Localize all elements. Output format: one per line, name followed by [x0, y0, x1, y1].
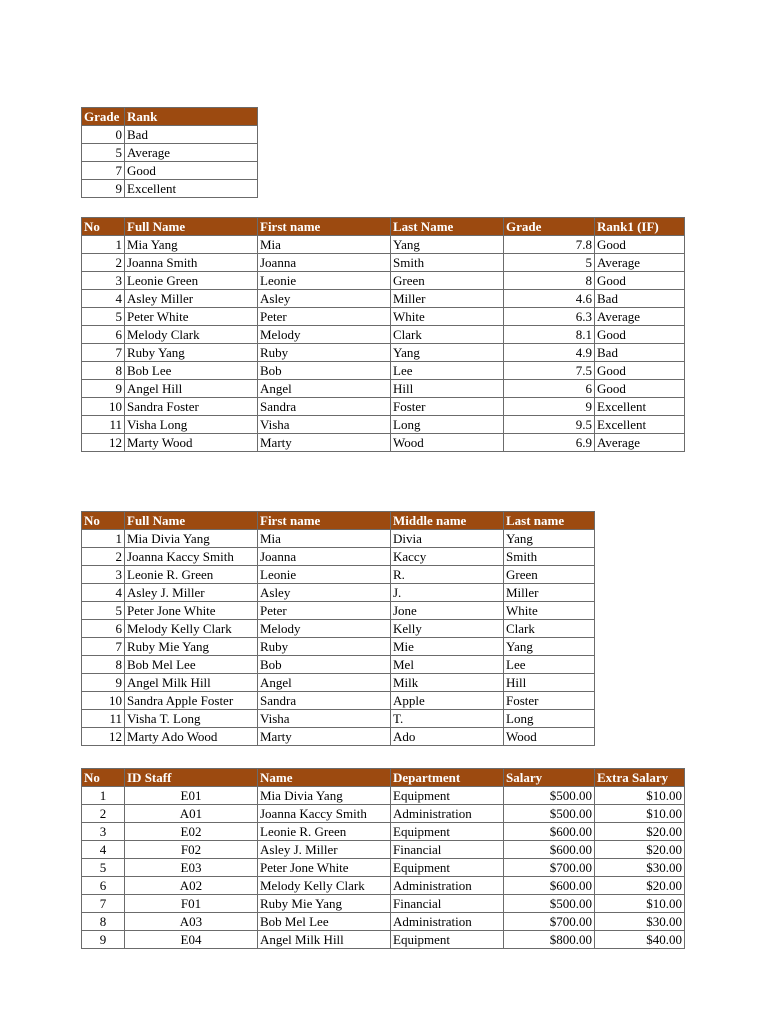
table-cell[interactable]: Good	[595, 380, 685, 398]
table-row	[82, 162, 258, 180]
table-cell[interactable]: $500.00	[504, 805, 595, 823]
table-row	[82, 805, 685, 823]
table-cell[interactable]: Clark	[504, 620, 595, 638]
table-cell[interactable]: 12	[82, 728, 125, 746]
table-cell[interactable]: J.	[391, 584, 504, 602]
table-cell[interactable]: White	[504, 602, 595, 620]
table-cell[interactable]: Ruby Mie Yang	[125, 638, 258, 656]
table-row	[82, 144, 258, 162]
table-cell[interactable]: $10.00	[595, 805, 685, 823]
table-cell[interactable]: Yang	[504, 530, 595, 548]
table-cell[interactable]: 9.5	[504, 416, 595, 434]
table-cell[interactable]: Sandra Apple Foster	[125, 692, 258, 710]
table-cell[interactable]: Joanna Kaccy Smith	[125, 548, 258, 566]
table-cell[interactable]: Sandra Foster	[125, 398, 258, 416]
table-cell[interactable]: 9	[82, 931, 125, 949]
table-row	[82, 530, 595, 548]
table-cell[interactable]: Average	[125, 144, 258, 162]
table-cell[interactable]: Melody Kelly Clark	[258, 877, 391, 895]
table-cell[interactable]: 7.5	[504, 362, 595, 380]
table-cell[interactable]: Wood	[504, 728, 595, 746]
table-cell[interactable]: F01	[125, 895, 258, 913]
table-cell[interactable]: 5	[82, 308, 125, 326]
table-cell[interactable]: 8	[82, 913, 125, 931]
table-cell[interactable]: 3	[82, 566, 125, 584]
table-cell[interactable]: Ado	[391, 728, 504, 746]
table-cell[interactable]: Average	[595, 254, 685, 272]
table-cell[interactable]: 4	[82, 841, 125, 859]
table-cell[interactable]: Administration	[391, 913, 504, 931]
table-row	[82, 674, 595, 692]
table-cell[interactable]: E02	[125, 823, 258, 841]
table-cell[interactable]: $600.00	[504, 823, 595, 841]
table-cell[interactable]: E03	[125, 859, 258, 877]
table-cell[interactable]: Melody	[258, 326, 391, 344]
column-header: First name	[258, 512, 391, 530]
table-cell[interactable]: Mia Divia Yang	[258, 787, 391, 805]
table-cell[interactable]: 1	[82, 530, 125, 548]
table-cell[interactable]: Ruby	[258, 344, 391, 362]
header-row	[82, 218, 685, 236]
names-table	[81, 511, 595, 746]
table-cell[interactable]: Peter	[258, 602, 391, 620]
table-cell[interactable]: Marty	[258, 728, 391, 746]
table-cell[interactable]: Sandra	[258, 692, 391, 710]
table-cell[interactable]: 2	[82, 548, 125, 566]
table-cell[interactable]: 8.1	[504, 326, 595, 344]
table-row	[82, 584, 595, 602]
table-cell[interactable]: A03	[125, 913, 258, 931]
table-row	[82, 362, 685, 380]
table-cell[interactable]: Jone	[391, 602, 504, 620]
table-row	[82, 823, 685, 841]
table-cell[interactable]: Administration	[391, 877, 504, 895]
table-row	[82, 548, 595, 566]
table-cell[interactable]: Foster	[504, 692, 595, 710]
table-row	[82, 710, 595, 728]
column-header: Rank1 (IF)	[595, 218, 685, 236]
table-cell[interactable]: Asley	[258, 290, 391, 308]
table-cell[interactable]: Marty Ado Wood	[125, 728, 258, 746]
table-row	[82, 859, 685, 877]
table-row	[82, 895, 685, 913]
table-cell[interactable]: Angel Milk Hill	[125, 674, 258, 692]
table-cell[interactable]: 9	[82, 674, 125, 692]
table-row	[82, 638, 595, 656]
table-cell[interactable]: Milk	[391, 674, 504, 692]
table-cell[interactable]: Ruby Mie Yang	[258, 895, 391, 913]
table-cell[interactable]: $30.00	[595, 859, 685, 877]
table-cell[interactable]: Peter Jone White	[125, 602, 258, 620]
table-cell[interactable]: $600.00	[504, 877, 595, 895]
table-cell[interactable]: $500.00	[504, 895, 595, 913]
table-cell[interactable]: Ruby	[258, 638, 391, 656]
table-cell[interactable]: Mia Divia Yang	[125, 530, 258, 548]
table-row	[82, 841, 685, 859]
table-cell[interactable]: $10.00	[595, 895, 685, 913]
grades-table	[81, 217, 685, 452]
table-row	[82, 877, 685, 895]
table-cell[interactable]: Excellent	[125, 180, 258, 198]
table-cell[interactable]: Foster	[391, 398, 504, 416]
table-cell[interactable]: Yang	[504, 638, 595, 656]
table-cell[interactable]: Melody Clark	[125, 326, 258, 344]
table-cell[interactable]: 2	[82, 254, 125, 272]
header-row	[82, 108, 258, 126]
table-cell[interactable]: Clark	[391, 326, 504, 344]
table-cell[interactable]: 6	[82, 877, 125, 895]
table-row	[82, 692, 595, 710]
table-cell[interactable]: 5	[82, 144, 125, 162]
table-cell[interactable]: $20.00	[595, 841, 685, 859]
table-cell[interactable]: Green	[504, 566, 595, 584]
table-cell[interactable]: $10.00	[595, 787, 685, 805]
column-header: No	[82, 769, 125, 787]
table-row	[82, 290, 685, 308]
table-cell[interactable]: Ruby Yang	[125, 344, 258, 362]
table-cell[interactable]: $700.00	[504, 913, 595, 931]
table-cell[interactable]: Asley Miller	[125, 290, 258, 308]
table-cell[interactable]: Financial	[391, 895, 504, 913]
table-cell[interactable]: E01	[125, 787, 258, 805]
table-cell[interactable]: Mia	[258, 530, 391, 548]
table-cell[interactable]: Marty Wood	[125, 434, 258, 452]
table-cell[interactable]: 1	[82, 236, 125, 254]
table-cell[interactable]: Bob	[258, 656, 391, 674]
table-cell[interactable]: Yang	[391, 344, 504, 362]
table-cell[interactable]: 8	[82, 362, 125, 380]
table-cell[interactable]: Long	[391, 416, 504, 434]
table-cell[interactable]: Equipment	[391, 823, 504, 841]
table-cell[interactable]: Lee	[504, 656, 595, 674]
table-row	[82, 620, 595, 638]
table-cell[interactable]: A01	[125, 805, 258, 823]
table-cell[interactable]: 5	[82, 859, 125, 877]
table-cell[interactable]: 4.6	[504, 290, 595, 308]
table-cell[interactable]: 6	[82, 326, 125, 344]
table-cell[interactable]: Apple	[391, 692, 504, 710]
table-cell[interactable]: Yang	[391, 236, 504, 254]
table-cell[interactable]: 7	[82, 344, 125, 362]
table-cell[interactable]: 5	[82, 602, 125, 620]
column-header: Extra Salary	[595, 769, 685, 787]
table-cell[interactable]: Leonie R. Green	[258, 823, 391, 841]
table-row	[82, 656, 595, 674]
table-cell[interactable]: Excellent	[595, 398, 685, 416]
table-row	[82, 398, 685, 416]
table-cell[interactable]: 7	[82, 638, 125, 656]
table-cell[interactable]: T.	[391, 710, 504, 728]
table-cell[interactable]: Kaccy	[391, 548, 504, 566]
table-cell[interactable]: 4	[82, 290, 125, 308]
table-cell[interactable]: Asley	[258, 584, 391, 602]
table-cell[interactable]: $500.00	[504, 787, 595, 805]
column-header: ID Staff	[125, 769, 258, 787]
table-cell[interactable]: R.	[391, 566, 504, 584]
header-row	[82, 769, 685, 787]
table-cell[interactable]: $40.00	[595, 931, 685, 949]
column-header: Grade	[504, 218, 595, 236]
table-cell[interactable]: 2	[82, 805, 125, 823]
table-cell[interactable]: 8	[504, 272, 595, 290]
table-cell[interactable]: Good	[595, 272, 685, 290]
header-row	[82, 512, 595, 530]
table-cell[interactable]: Smith	[504, 548, 595, 566]
column-header: Last name	[504, 512, 595, 530]
table-cell[interactable]: Bob Mel Lee	[258, 913, 391, 931]
table-cell[interactable]: Administration	[391, 805, 504, 823]
column-header: Department	[391, 769, 504, 787]
table-cell[interactable]: 7	[82, 895, 125, 913]
table-cell[interactable]: Visha	[258, 710, 391, 728]
table-cell[interactable]: Asley J. Miller	[258, 841, 391, 859]
table-cell[interactable]: Angel	[258, 380, 391, 398]
column-header: Name	[258, 769, 391, 787]
table-cell[interactable]: 7.8	[504, 236, 595, 254]
table-row	[82, 434, 685, 452]
table-cell[interactable]: 12	[82, 434, 125, 452]
table-cell[interactable]: Peter Jone White	[258, 859, 391, 877]
column-header: Full Name	[125, 512, 258, 530]
table-cell[interactable]: Average	[595, 308, 685, 326]
table-cell[interactable]: $30.00	[595, 913, 685, 931]
column-header: Salary	[504, 769, 595, 787]
table-cell[interactable]: Hill	[504, 674, 595, 692]
table-cell[interactable]: Joanna	[258, 254, 391, 272]
column-header: No	[82, 218, 125, 236]
table-cell[interactable]: 8	[82, 656, 125, 674]
table-cell[interactable]: Smith	[391, 254, 504, 272]
table-row	[82, 272, 685, 290]
table-cell[interactable]: Equipment	[391, 859, 504, 877]
table-cell[interactable]: 11	[82, 416, 125, 434]
table-cell[interactable]: Angel	[258, 674, 391, 692]
table-row	[82, 254, 685, 272]
table-cell[interactable]: Average	[595, 434, 685, 452]
table-cell[interactable]: 0	[82, 126, 125, 144]
table-cell[interactable]: Bob Mel Lee	[125, 656, 258, 674]
table-cell[interactable]: Angel Milk Hill	[258, 931, 391, 949]
table-cell[interactable]: $20.00	[595, 877, 685, 895]
table-cell[interactable]: F02	[125, 841, 258, 859]
table-row	[82, 380, 685, 398]
table-cell[interactable]: Sandra	[258, 398, 391, 416]
table-cell[interactable]: Leonie	[258, 272, 391, 290]
table-row	[82, 787, 685, 805]
table-cell[interactable]: 4.9	[504, 344, 595, 362]
table-row	[82, 416, 685, 434]
column-header: Middle name	[391, 512, 504, 530]
table-cell[interactable]: 1	[82, 787, 125, 805]
table-cell[interactable]: 6	[82, 620, 125, 638]
table-cell[interactable]: Miller	[391, 290, 504, 308]
column-header: Grade	[82, 108, 125, 126]
table-cell[interactable]: Peter White	[125, 308, 258, 326]
table-cell[interactable]: Good	[595, 326, 685, 344]
table-cell[interactable]: 3	[82, 823, 125, 841]
table-row	[82, 913, 685, 931]
table-cell[interactable]: Angel Hill	[125, 380, 258, 398]
table-cell[interactable]: $800.00	[504, 931, 595, 949]
table-row	[82, 126, 258, 144]
table-cell[interactable]: White	[391, 308, 504, 326]
table-cell[interactable]: Mie	[391, 638, 504, 656]
table-cell[interactable]: Mel	[391, 656, 504, 674]
column-header: Rank	[125, 108, 258, 126]
table-cell[interactable]: Bad	[595, 290, 685, 308]
table-cell[interactable]: 3	[82, 272, 125, 290]
table-cell[interactable]: Mia Yang	[125, 236, 258, 254]
table-row	[82, 566, 595, 584]
table-cell[interactable]: Divia	[391, 530, 504, 548]
table-cell[interactable]: Green	[391, 272, 504, 290]
rank-lookup-table	[81, 107, 258, 198]
table-cell[interactable]: 10	[82, 398, 125, 416]
table-cell[interactable]: Visha Long	[125, 416, 258, 434]
table-cell[interactable]: Wood	[391, 434, 504, 452]
salary-table	[81, 768, 685, 949]
table-row	[82, 931, 685, 949]
table-row	[82, 344, 685, 362]
table-cell[interactable]: $20.00	[595, 823, 685, 841]
table-cell[interactable]: Lee	[391, 362, 504, 380]
column-header: Last Name	[391, 218, 504, 236]
table-cell[interactable]: Melody Kelly Clark	[125, 620, 258, 638]
column-header: Full Name	[125, 218, 258, 236]
table-cell[interactable]: Joanna Kaccy Smith	[258, 805, 391, 823]
column-header: No	[82, 512, 125, 530]
table-cell[interactable]: Equipment	[391, 931, 504, 949]
table-cell[interactable]: 10	[82, 692, 125, 710]
table-cell[interactable]: 9	[82, 180, 125, 198]
table-cell[interactable]: E04	[125, 931, 258, 949]
table-cell[interactable]: Financial	[391, 841, 504, 859]
table-cell[interactable]: Joanna Smith	[125, 254, 258, 272]
table-row	[82, 236, 685, 254]
table-row	[82, 728, 595, 746]
table-cell[interactable]: Visha T. Long	[125, 710, 258, 728]
table-cell[interactable]: Good	[595, 362, 685, 380]
table-cell[interactable]: Asley J. Miller	[125, 584, 258, 602]
table-cell[interactable]: Leonie	[258, 566, 391, 584]
table-cell[interactable]: 4	[82, 584, 125, 602]
table-cell[interactable]: $600.00	[504, 841, 595, 859]
table-cell[interactable]: 7	[82, 162, 125, 180]
table-row	[82, 326, 685, 344]
table-cell[interactable]: Peter	[258, 308, 391, 326]
table-cell[interactable]: Excellent	[595, 416, 685, 434]
table-cell[interactable]: 9	[82, 380, 125, 398]
table-cell[interactable]: Marty	[258, 434, 391, 452]
table-cell[interactable]: 9	[504, 398, 595, 416]
table-cell[interactable]: Bad	[125, 126, 258, 144]
table-cell[interactable]: Equipment	[391, 787, 504, 805]
table-cell[interactable]: Long	[504, 710, 595, 728]
table-cell[interactable]: Bob Lee	[125, 362, 258, 380]
table-cell[interactable]: Bad	[595, 344, 685, 362]
table-cell[interactable]: Leonie Green	[125, 272, 258, 290]
table-cell[interactable]: Joanna	[258, 548, 391, 566]
table-cell[interactable]: Good	[595, 236, 685, 254]
table-cell[interactable]: 6	[504, 380, 595, 398]
table-cell[interactable]: 5	[504, 254, 595, 272]
column-header: First name	[258, 218, 391, 236]
table-cell[interactable]: 6.3	[504, 308, 595, 326]
table-cell[interactable]: $700.00	[504, 859, 595, 877]
table-cell[interactable]: Miller	[504, 584, 595, 602]
table-row	[82, 308, 685, 326]
table-cell[interactable]: Hill	[391, 380, 504, 398]
table-cell[interactable]: 11	[82, 710, 125, 728]
table-cell[interactable]: A02	[125, 877, 258, 895]
table-row	[82, 602, 595, 620]
table-cell[interactable]: Mia	[258, 236, 391, 254]
table-cell[interactable]: Leonie R. Green	[125, 566, 258, 584]
table-cell[interactable]: 6.9	[504, 434, 595, 452]
table-row	[82, 180, 258, 198]
table-cell[interactable]: Good	[125, 162, 258, 180]
table-cell[interactable]: Visha	[258, 416, 391, 434]
table-cell[interactable]: Kelly	[391, 620, 504, 638]
table-cell[interactable]: Bob	[258, 362, 391, 380]
table-cell[interactable]: Melody	[258, 620, 391, 638]
